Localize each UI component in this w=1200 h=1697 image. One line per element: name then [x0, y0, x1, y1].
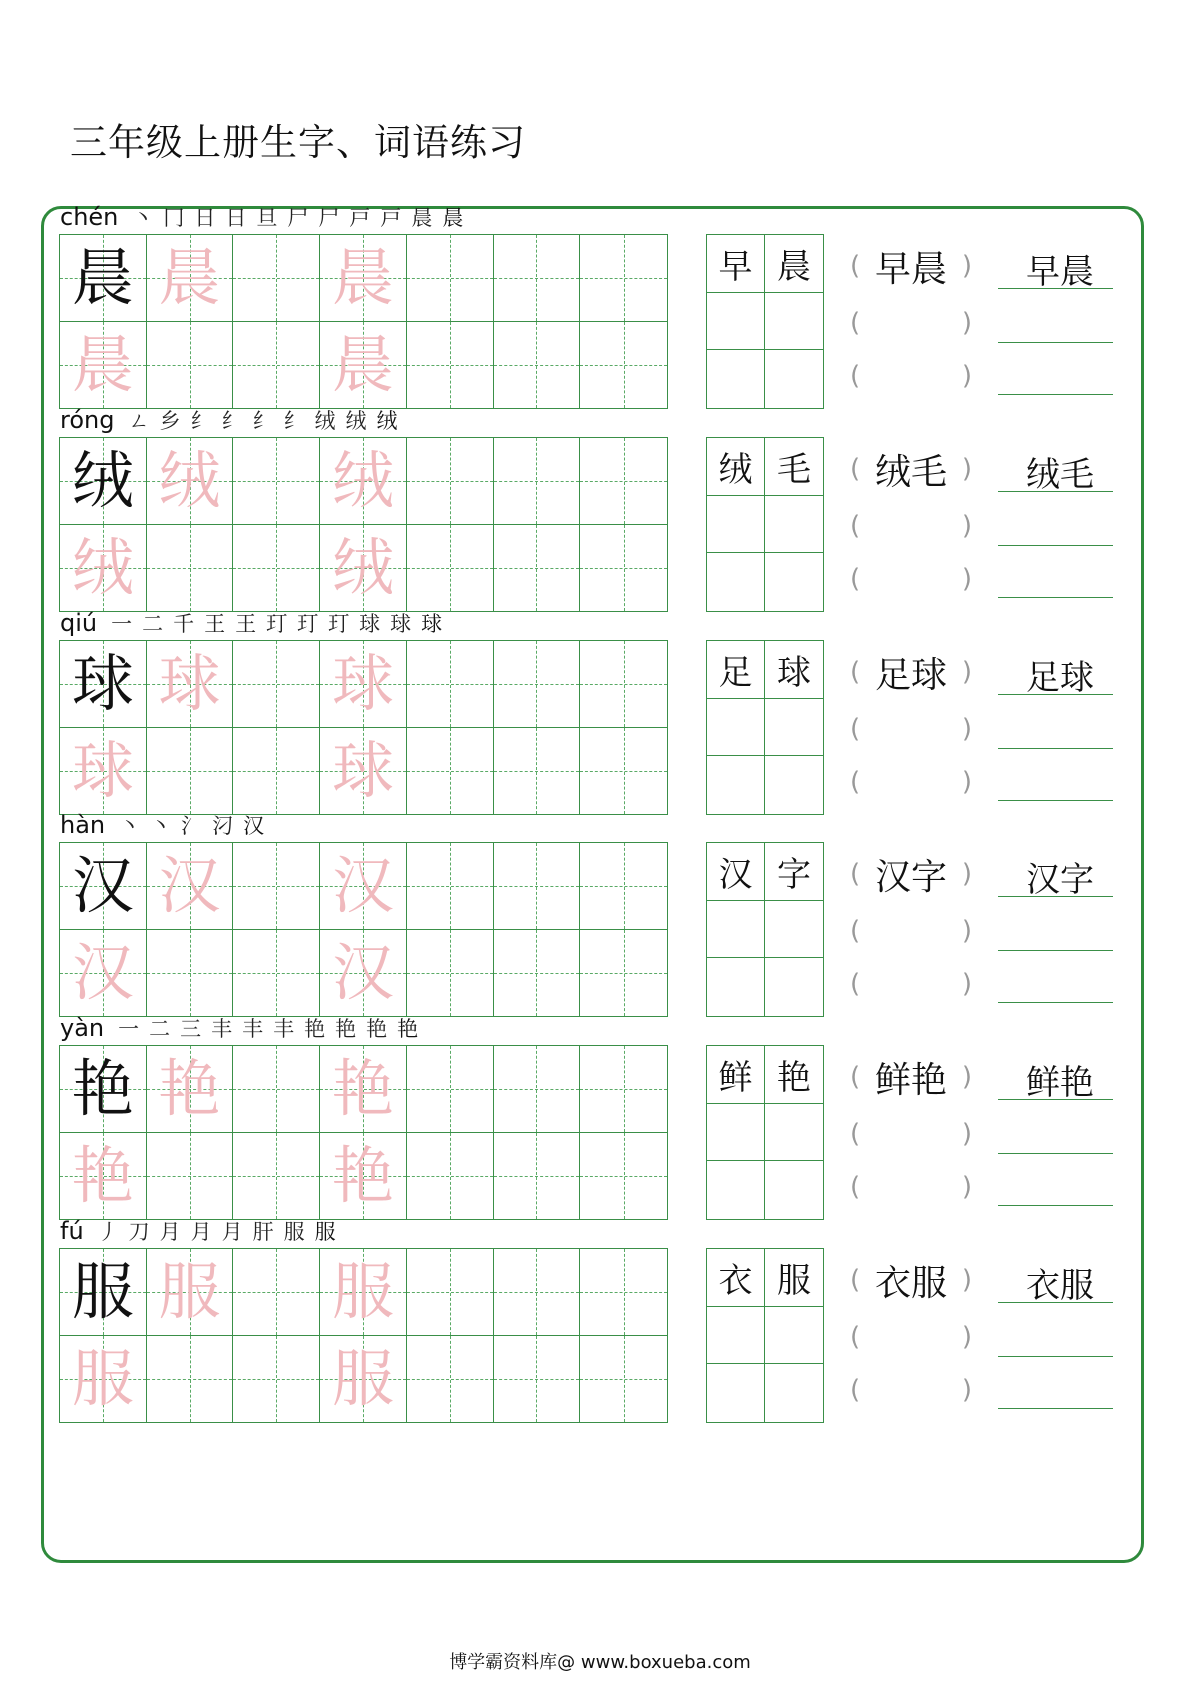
practice-cell — [147, 843, 234, 930]
bracket-word-row — [850, 449, 972, 493]
pinyin: chén — [60, 203, 119, 231]
practice-cell[interactable] — [580, 1249, 667, 1336]
practice-cell[interactable] — [494, 1336, 581, 1423]
stroke-step: 月 — [190, 1220, 212, 1244]
stroke-step: 纟 — [221, 409, 243, 433]
trace-character: 汉 — [71, 935, 134, 1009]
right-paren: ) — [961, 767, 972, 797]
practice-cell — [320, 843, 407, 930]
underline-practice — [998, 640, 1113, 815]
left-paren: ( — [850, 916, 861, 946]
stroke-step: 纟 — [252, 409, 274, 433]
bracket-word: 鲜艳 — [874, 1059, 947, 1101]
word-character: 汉 — [707, 843, 765, 901]
word-character: 艳 — [765, 1046, 823, 1104]
practice-cell[interactable] — [407, 843, 494, 930]
stroke-step: 玎 — [266, 612, 288, 636]
practice-cell[interactable] — [233, 438, 320, 525]
trace-character: 晨 — [158, 240, 221, 314]
pinyin: qiú — [60, 609, 98, 637]
bracket-practice — [850, 1045, 972, 1220]
stroke-order-line — [60, 810, 274, 840]
trace-character: 艳 — [71, 1138, 134, 1212]
bracket-word: 汉字 — [874, 856, 947, 898]
underline-word: 绒毛 — [1026, 455, 1094, 495]
bracket-blank-row[interactable] — [850, 964, 972, 1004]
word-grid — [706, 640, 824, 815]
practice-cell[interactable] — [494, 235, 581, 322]
stroke-step: 尸 — [318, 206, 340, 230]
trace-character: 球 — [71, 733, 134, 807]
stroke-step: 月 — [221, 1220, 243, 1244]
stroke-step: 玎 — [328, 612, 350, 636]
stroke-step: 服 — [314, 1220, 336, 1244]
word-practice-cell[interactable] — [765, 901, 823, 959]
practice-cell — [320, 930, 407, 1017]
right-paren: ) — [961, 1265, 972, 1295]
practice-cell — [320, 235, 407, 322]
word-character: 晨 — [765, 235, 823, 293]
stroke-step: 肝 — [252, 1220, 274, 1244]
trace-character: 球 — [158, 646, 221, 720]
left-paren: ( — [850, 1119, 861, 1149]
word-character: 衣 — [707, 1249, 765, 1307]
left-paren: ( — [850, 308, 861, 338]
trace-character: 汉 — [331, 848, 394, 922]
practice-cell — [320, 322, 407, 409]
word-practice-cell[interactable] — [765, 699, 823, 757]
model-character: 晨 — [71, 240, 134, 314]
practice-cell[interactable] — [580, 1046, 667, 1133]
underline-practice — [998, 1045, 1113, 1220]
bracket-blank-row[interactable] — [850, 762, 972, 802]
practice-cell — [60, 438, 147, 525]
bracket-blank-row[interactable] — [850, 506, 972, 546]
word-practice-cell[interactable] — [707, 901, 765, 959]
model-character: 球 — [71, 646, 134, 720]
practice-cell — [60, 930, 147, 1017]
stroke-step: 三 — [180, 1017, 202, 1041]
stroke-step: 丿 — [97, 1220, 119, 1244]
practice-cell — [147, 641, 234, 728]
stroke-step: 绒 — [314, 409, 336, 433]
practice-cell[interactable] — [580, 1336, 667, 1423]
practice-cell — [320, 1133, 407, 1220]
practice-cell — [147, 1046, 234, 1133]
word-practice-cell[interactable] — [765, 293, 823, 351]
writing-line[interactable] — [998, 694, 1113, 695]
practice-grid — [59, 437, 668, 612]
right-paren: ) — [961, 251, 972, 281]
right-paren: ) — [961, 511, 972, 541]
model-character: 服 — [71, 1254, 134, 1328]
stroke-step: 氵 — [181, 814, 203, 838]
trace-character: 绒 — [331, 443, 394, 517]
left-paren: ( — [850, 564, 861, 594]
practice-cell[interactable] — [407, 641, 494, 728]
right-paren: ) — [961, 969, 972, 999]
underline-word: 衣服 — [1026, 1266, 1094, 1306]
practice-cell[interactable] — [233, 843, 320, 930]
bracket-blank-row[interactable] — [850, 303, 972, 343]
underline-practice — [998, 1248, 1113, 1423]
word-practice-cell[interactable] — [765, 496, 823, 554]
writing-line[interactable] — [998, 1302, 1113, 1303]
practice-cell — [60, 322, 147, 409]
practice-cell[interactable] — [233, 235, 320, 322]
word-practice-cell[interactable] — [707, 1104, 765, 1162]
bracket-blank-row[interactable] — [850, 709, 972, 749]
stroke-step: 乡 — [159, 409, 181, 433]
stroke-step: 月 — [159, 1220, 181, 1244]
stroke-step: 晨 — [411, 206, 433, 230]
practice-cell — [60, 641, 147, 728]
stroke-step: 冂 — [163, 206, 185, 230]
trace-character: 球 — [331, 646, 394, 720]
left-paren: ( — [850, 767, 861, 797]
word-practice-cell[interactable] — [765, 1307, 823, 1365]
trace-character: 球 — [331, 733, 394, 807]
model-character: 绒 — [71, 443, 134, 517]
right-paren: ) — [961, 361, 972, 391]
practice-cell[interactable] — [580, 235, 667, 322]
writing-line[interactable] — [998, 342, 1113, 343]
left-paren: ( — [850, 1375, 861, 1405]
stroke-step: 汈 — [212, 814, 234, 838]
right-paren: ) — [961, 1172, 972, 1202]
practice-cell[interactable] — [233, 641, 320, 728]
bracket-blank-row[interactable] — [850, 1167, 972, 1207]
bracket-word: 绒毛 — [874, 451, 947, 493]
stroke-step: 绒 — [376, 409, 398, 433]
left-paren: ( — [850, 714, 861, 744]
right-paren: ) — [961, 1322, 972, 1352]
left-paren: ( — [850, 1172, 861, 1202]
underline-word: 汉字 — [1026, 860, 1094, 900]
practice-cell — [320, 641, 407, 728]
writing-line[interactable] — [998, 288, 1113, 289]
stroke-step: 一 — [118, 1017, 140, 1041]
practice-cell[interactable] — [580, 641, 667, 728]
stroke-order-line — [60, 405, 407, 435]
bracket-practice — [850, 640, 972, 815]
word-grid — [706, 234, 824, 409]
left-paren: ( — [850, 859, 861, 889]
bracket-word-row — [850, 1057, 972, 1101]
word-practice-cell[interactable] — [707, 1364, 765, 1422]
writing-line[interactable] — [998, 491, 1113, 492]
model-character: 汉 — [71, 848, 134, 922]
stroke-step: 丰 — [273, 1017, 295, 1041]
trace-character: 晨 — [71, 327, 134, 401]
pinyin: fú — [60, 1217, 84, 1245]
underline-word: 足球 — [1026, 658, 1094, 698]
underline-practice — [998, 234, 1113, 409]
practice-cell[interactable] — [407, 1046, 494, 1133]
practice-cell[interactable] — [580, 438, 667, 525]
practice-cell — [320, 1249, 407, 1336]
word-character: 毛 — [765, 438, 823, 496]
stroke-step: 旦 — [256, 206, 278, 230]
practice-cell[interactable] — [233, 1249, 320, 1336]
bracket-blank-row[interactable] — [850, 1114, 972, 1154]
stroke-step: 戸 — [380, 206, 402, 230]
practice-cell[interactable] — [494, 438, 581, 525]
left-paren: ( — [850, 361, 861, 391]
stroke-step: 日 — [225, 206, 247, 230]
stroke-step: 二 — [149, 1017, 171, 1041]
bracket-blank-row[interactable] — [850, 1370, 972, 1410]
writing-line[interactable] — [998, 896, 1113, 897]
word-practice-cell[interactable] — [765, 1364, 823, 1422]
trace-character: 绒 — [331, 530, 394, 604]
writing-line[interactable] — [998, 748, 1113, 749]
left-paren: ( — [850, 657, 861, 687]
word-character: 服 — [765, 1249, 823, 1307]
practice-grid — [59, 640, 668, 815]
bracket-word-row — [850, 652, 972, 696]
right-paren: ) — [961, 1062, 972, 1092]
bracket-word-row — [850, 1260, 972, 1304]
left-paren: ( — [850, 511, 861, 541]
word-character: 早 — [707, 235, 765, 293]
stroke-step: 一 — [111, 612, 133, 636]
stroke-step: 二 — [142, 612, 164, 636]
right-paren: ) — [961, 714, 972, 744]
practice-cell — [147, 235, 234, 322]
bracket-word: 足球 — [874, 654, 947, 696]
left-paren: ( — [850, 251, 861, 281]
practice-cell — [320, 525, 407, 612]
right-paren: ) — [961, 859, 972, 889]
right-paren: ) — [961, 564, 972, 594]
stroke-step: 纟 — [283, 409, 305, 433]
underline-word: 早晨 — [1026, 252, 1094, 292]
right-paren: ) — [961, 916, 972, 946]
writing-line[interactable] — [998, 1356, 1113, 1357]
underline-practice — [998, 437, 1113, 612]
bracket-word: 衣服 — [874, 1262, 947, 1304]
trace-character: 绒 — [71, 530, 134, 604]
left-paren: ( — [850, 454, 861, 484]
trace-character: 绒 — [158, 443, 221, 517]
stroke-step: 王 — [204, 612, 226, 636]
stroke-step: 日 — [194, 206, 216, 230]
right-paren: ) — [961, 308, 972, 338]
stroke-step: 王 — [235, 612, 257, 636]
trace-character: 艳 — [331, 1051, 394, 1125]
footer-watermark: 博学霸资料库@ www.boxueba.com — [449, 1652, 751, 1673]
trace-character: 服 — [71, 1341, 134, 1415]
bracket-word: 早晨 — [874, 248, 947, 290]
word-character: 足 — [707, 641, 765, 699]
practice-cell[interactable] — [494, 1046, 581, 1133]
stroke-order-line — [60, 202, 473, 232]
right-paren: ) — [961, 657, 972, 687]
practice-cell — [60, 843, 147, 930]
right-paren: ) — [961, 454, 972, 484]
practice-grid — [59, 234, 668, 409]
bracket-blank-row[interactable] — [850, 356, 972, 396]
practice-grid — [59, 1248, 668, 1423]
practice-cell[interactable] — [147, 1336, 234, 1423]
word-character: 绒 — [707, 438, 765, 496]
practice-cell — [147, 438, 234, 525]
left-paren: ( — [850, 1062, 861, 1092]
stroke-step: 玎 — [297, 612, 319, 636]
word-grid — [706, 1248, 824, 1423]
stroke-step: 服 — [283, 1220, 305, 1244]
stroke-step: 纟 — [190, 409, 212, 433]
left-paren: ( — [850, 1265, 861, 1295]
practice-cell — [320, 438, 407, 525]
stroke-step: 尸 — [287, 206, 309, 230]
stroke-step: ㄥ — [128, 409, 150, 433]
stroke-step: 戸 — [349, 206, 371, 230]
practice-cell — [60, 1249, 147, 1336]
underline-word: 鲜艳 — [1026, 1063, 1094, 1103]
stroke-step: 千 — [173, 612, 195, 636]
stroke-step: 艳 — [304, 1017, 326, 1041]
practice-cell[interactable] — [494, 1249, 581, 1336]
word-grid — [706, 842, 824, 1017]
trace-character: 汉 — [158, 848, 221, 922]
stroke-step: 丶 — [132, 206, 154, 230]
page-title: 三年级上册生字、词语练习 — [70, 121, 526, 164]
stroke-step: 刀 — [128, 1220, 150, 1244]
practice-cell — [60, 1133, 147, 1220]
practice-cell[interactable] — [233, 1336, 320, 1423]
stroke-step: 丶 — [150, 814, 172, 838]
trace-character: 汉 — [331, 935, 394, 1009]
trace-character: 服 — [331, 1341, 394, 1415]
practice-cell[interactable] — [407, 1336, 494, 1423]
left-paren: ( — [850, 969, 861, 999]
trace-character: 服 — [158, 1254, 221, 1328]
stroke-step: 汉 — [243, 814, 265, 838]
stroke-step: 丰 — [211, 1017, 233, 1041]
word-practice-cell[interactable] — [765, 1104, 823, 1162]
stroke-order-line — [60, 608, 452, 638]
pinyin: róng — [60, 406, 115, 434]
stroke-step: 球 — [359, 612, 381, 636]
trace-character: 晨 — [331, 240, 394, 314]
character-block — [0, 395, 1200, 615]
character-block — [0, 192, 1200, 412]
character-block — [0, 1003, 1200, 1223]
practice-cell — [60, 1046, 147, 1133]
practice-cell[interactable] — [407, 1249, 494, 1336]
practice-cell[interactable] — [233, 1046, 320, 1133]
trace-character: 艳 — [158, 1051, 221, 1125]
word-character: 球 — [765, 641, 823, 699]
left-paren: ( — [850, 1322, 861, 1352]
bracket-blank-row[interactable] — [850, 1317, 972, 1357]
practice-cell — [60, 728, 147, 815]
practice-grid — [59, 1045, 668, 1220]
character-block — [0, 1206, 1200, 1426]
stroke-order-line — [60, 1216, 346, 1246]
bracket-practice — [850, 842, 972, 1017]
bracket-practice — [850, 1248, 972, 1423]
practice-cell — [320, 1336, 407, 1423]
bracket-blank-row[interactable] — [850, 559, 972, 599]
word-practice-cell[interactable] — [707, 699, 765, 757]
stroke-step: 丶 — [119, 814, 141, 838]
stroke-step: 艳 — [366, 1017, 388, 1041]
pinyin: hàn — [60, 811, 106, 839]
right-paren: ) — [961, 1375, 972, 1405]
right-paren: ) — [961, 1119, 972, 1149]
word-practice-cell[interactable] — [707, 293, 765, 351]
writing-line[interactable] — [998, 1408, 1113, 1409]
model-character: 艳 — [71, 1051, 134, 1125]
writing-line[interactable] — [998, 545, 1113, 546]
stroke-order-line — [60, 1013, 428, 1043]
word-character: 鲜 — [707, 1046, 765, 1104]
character-block — [0, 800, 1200, 1020]
bracket-word-row — [850, 246, 972, 290]
word-practice-cell[interactable] — [707, 496, 765, 554]
practice-cell — [60, 235, 147, 322]
bracket-blank-row[interactable] — [850, 911, 972, 951]
practice-cell[interactable] — [580, 843, 667, 930]
practice-cell[interactable] — [407, 438, 494, 525]
writing-line[interactable] — [998, 1099, 1113, 1100]
practice-cell[interactable] — [494, 641, 581, 728]
writing-line[interactable] — [998, 950, 1113, 951]
practice-cell — [320, 728, 407, 815]
stroke-step: 丰 — [242, 1017, 264, 1041]
stroke-step: 艳 — [397, 1017, 419, 1041]
trace-character: 晨 — [331, 327, 394, 401]
practice-cell[interactable] — [494, 843, 581, 930]
practice-cell[interactable] — [407, 235, 494, 322]
stroke-step: 艳 — [335, 1017, 357, 1041]
practice-cell — [147, 1249, 234, 1336]
bracket-practice — [850, 437, 972, 612]
character-block — [0, 598, 1200, 818]
bracket-practice — [850, 234, 972, 409]
practice-cell — [60, 1336, 147, 1423]
trace-character: 服 — [331, 1254, 394, 1328]
bracket-word-row — [850, 854, 972, 898]
practice-cell — [60, 525, 147, 612]
trace-character: 艳 — [331, 1138, 394, 1212]
word-character: 字 — [765, 843, 823, 901]
underline-practice — [998, 842, 1113, 1017]
practice-grid — [59, 842, 668, 1017]
word-grid — [706, 437, 824, 612]
practice-cell — [320, 1046, 407, 1133]
stroke-step: 球 — [390, 612, 412, 636]
word-practice-cell[interactable] — [707, 1307, 765, 1365]
stroke-step: 球 — [421, 612, 443, 636]
word-grid — [706, 1045, 824, 1220]
stroke-step: 晨 — [442, 206, 464, 230]
pinyin: yàn — [60, 1014, 105, 1042]
stroke-step: 绒 — [345, 409, 367, 433]
writing-line[interactable] — [998, 1153, 1113, 1154]
